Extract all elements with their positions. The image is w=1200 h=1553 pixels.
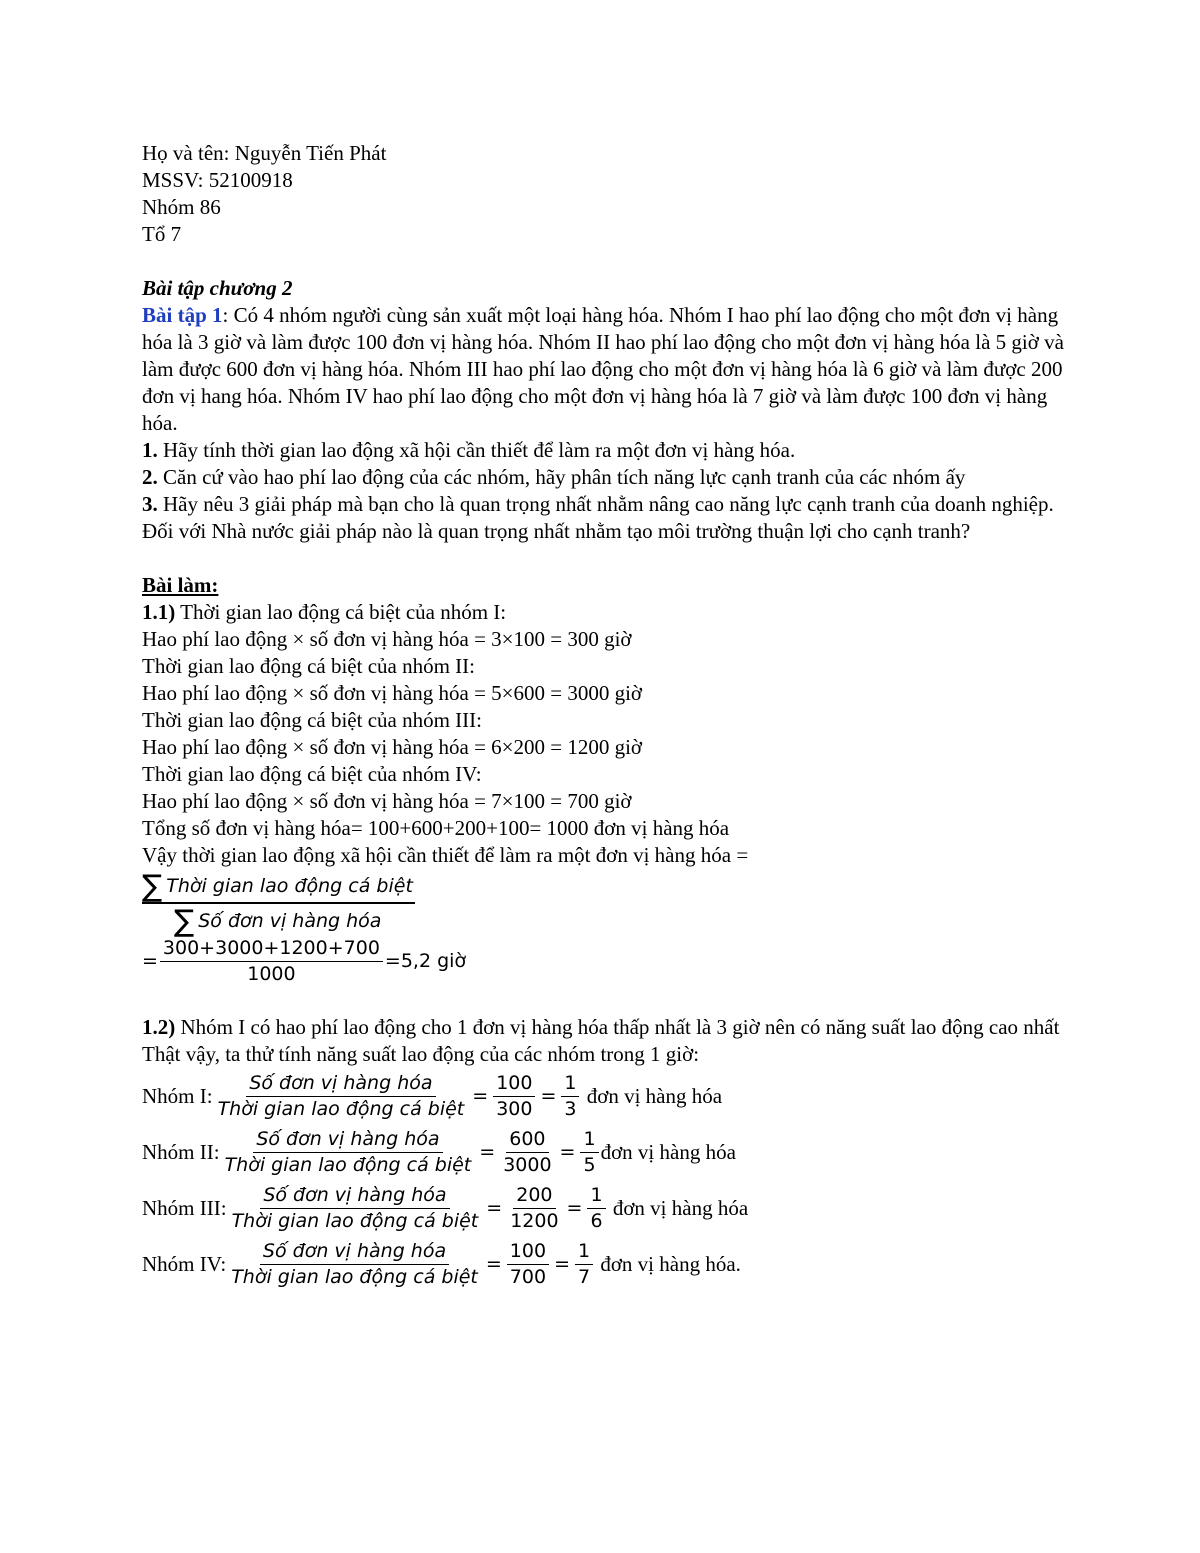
sum-formula-numerator: ∑ Thời gian lao động cá biệt (142, 869, 413, 904)
sum-formula-denominator: ∑ Số đơn vị hàng hóa (174, 904, 382, 939)
solution-line: Hao phí lao động × số đơn vị hàng hóa = 7×100 = 700 giờ (142, 789, 632, 813)
group-productivity-row: Nhóm II: $\frac{\text{Số đơn vị hàng hóa}}{\text{Thời gian lao động cá biệt}}$ = $\frac{600}{3000}$ = $\frac{1}{5}$ đơn vị hàng hóa (142, 1127, 736, 1176)
solution-line: Hao phí lao động × số đơn vị hàng hóa = 3×100 = 300 giờ (142, 627, 632, 651)
document-page (142, 140, 1072, 1292)
solution-1-2: 1.2) Nhóm I có hao phí lao động cho 1 đơn vị hàng hóa thấp nhất là 3 giờ nên có năng suất lao động cao nhất (142, 1015, 1060, 1039)
exercise-text: : Có 4 nhóm người cùng sản xuất một loại hàng hóa. Nhóm I hao phí lao động cho một đơn vị hàng hóa là 3 giờ và làm được 100 đơn vị hàng hóa. Nhóm II hao phí lao động cho một đơn vị hàng hóa là 5 giờ và làm được 600 đơn vị hàng hóa. Nhóm III hao phí lao động cho một đơn vị hàng hóa là 6 giờ và làm được 200 đơn vị hang hóa. Nhóm IV hao phí lao động cho một đơn vị hàng hóa là 7 giờ và làm được 100 đơn vị hàng hóa. (142, 303, 1064, 435)
sigma-icon: ∑ (142, 869, 163, 904)
solution-1-1-line: 1.1) Thời gian lao động cá biệt của nhóm I: (142, 600, 507, 624)
solution-line: Hao phí lao động × số đơn vị hàng hóa = 6×200 = 1200 giờ (142, 735, 643, 759)
solution-line: Thời gian lao động cá biệt của nhóm IV: (142, 762, 482, 786)
calculation-fraction: $\frac{300+3000+1200+700}{1000}$ (160, 936, 383, 987)
question-2: 2. Căn cứ vào hao phí lao động của các nhóm, hãy phân tích năng lực cạnh tranh của các nhóm ấy (142, 465, 966, 489)
solution-line: Tổng số đơn vị hàng hóa= 100+600+200+100= 1000 đơn vị hàng hóa (142, 816, 730, 840)
question-3: 3. Hãy nêu 3 giải pháp mà bạn cho là quan trọng nhất nhằm nâng cao năng lực cạnh tranh của doanh nghiệp. Đối với Nhà nước giải pháp nào là quan trọng nhất nhằm tạo môi trường thuận lợi cho cạnh tranh? (142, 492, 1054, 543)
group-number: Nhóm 86 (142, 195, 221, 219)
question-1: 1. Hãy tính thời gian lao động xã hội cần thiết để làm ra một đơn vị hàng hóa. (142, 438, 796, 462)
group-productivity-row: Nhóm III: $\frac{\text{Số đơn vị hàng hóa}}{\text{Thời gian lao động cá biệt}}$ = $\frac{200}{1200}$ = $\frac{1}{6}$ đơn vị hàng hóa (142, 1183, 749, 1232)
solution-line: Hao phí lao động × số đơn vị hàng hóa = 5×600 = 3000 giờ (142, 681, 643, 705)
solution-line: Thời gian lao động cá biệt của nhóm II: (142, 654, 476, 678)
student-id: MSSV: 52100918 (142, 168, 293, 192)
team-number: Tổ 7 (142, 222, 182, 246)
sum-formula (142, 869, 1072, 939)
sigma-icon: ∑ (174, 904, 195, 939)
group-productivity-row: Nhóm I: $\frac{\text{Số đơn vị hàng hóa}}{\text{Thời gian lao động cá biệt}}$ = $\frac{100}{300}$ = $\frac{1}{3}$ đơn vị hàng hóa (142, 1071, 723, 1120)
exercise-label: Bài tập 1 (142, 303, 223, 327)
solution-line: Thời gian lao động cá biệt của nhóm III: (142, 708, 482, 732)
calculation-result: = $\frac{300+3000+1200+700}{1000}$ =5,2 giờ (142, 936, 467, 985)
group-productivity-row: Nhóm IV: $\frac{\text{Số đơn vị hàng hóa}}{\text{Thời gian lao động cá biệt}}$ = $\frac{100}{700}$ = $\frac{1}{7}$ đơn vị hàng hóa. (142, 1239, 741, 1288)
chapter-title: Bài tập chương 2 (142, 276, 293, 300)
exercise-statement (142, 302, 1072, 437)
solution-line: Vậy thời gian lao động xã hội cần thiết để làm ra một đơn vị hàng hóa = (142, 843, 749, 867)
solution-heading: Bài làm: (142, 573, 219, 597)
solution-1-2-intro: Thật vậy, ta thử tính năng suất lao động của các nhóm trong 1 giờ: (142, 1042, 700, 1066)
student-name: Họ và tên: Nguyễn Tiến Phát (142, 141, 387, 165)
